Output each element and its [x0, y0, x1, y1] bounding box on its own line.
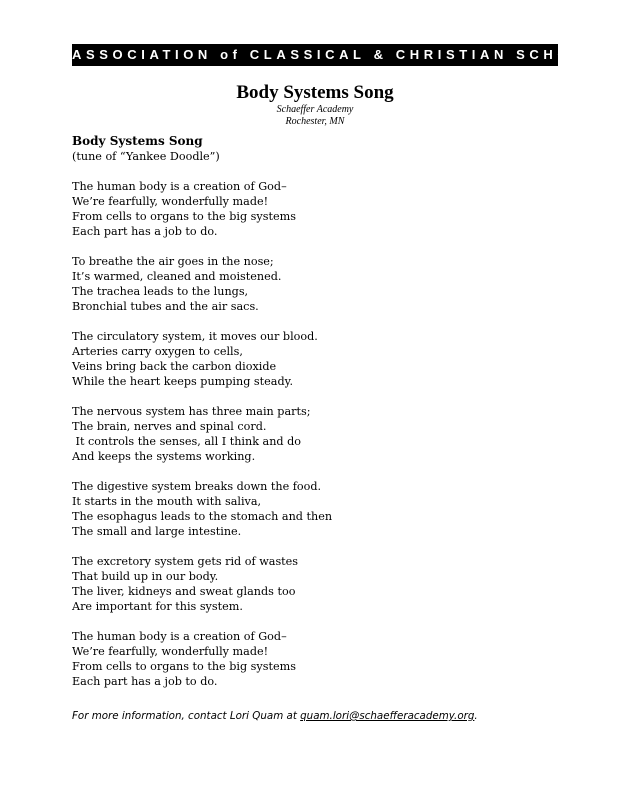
lyric-line: The digestive system breaks down the food. [72, 480, 322, 493]
lyric-line: The liver, kidneys and sweat glands too [72, 585, 296, 598]
stanza-5 [72, 479, 552, 539]
lyric-line: We’re fearfully, wonderfully made! [72, 195, 269, 208]
lyric-line: It controls the senses, all I think and do [72, 435, 302, 448]
lyric-line: And keeps the systems working. [72, 450, 256, 463]
stanza-1 [72, 179, 552, 239]
stanza-2 [72, 254, 552, 314]
contact-email-link[interactable]: quam.lori@schaefferacademy.org [300, 710, 475, 722]
lyric-line: Each part has a job to do. [72, 675, 218, 688]
lyric-line: Each part has a job to do. [72, 225, 218, 238]
lyric-line: It’s warmed, cleaned and moistened. [72, 270, 282, 283]
stanza-3 [72, 329, 552, 389]
stanza-7 [72, 629, 552, 689]
lyric-line: We’re fearfully, wonderfully made! [72, 645, 269, 658]
lyric-line: While the heart keeps pumping steady. [72, 375, 294, 388]
lyric-line: From cells to organs to the big systems [72, 210, 296, 223]
footer-suffix: . [474, 710, 478, 722]
stanza-4 [72, 404, 552, 464]
lyric-line: The human body is a creation of God– [72, 630, 287, 643]
lyric-line: The brain, nerves and spinal cord. [72, 420, 267, 433]
page-title: Body Systems Song [236, 82, 394, 103]
lyric-line: Arteries carry oxygen to cells, [72, 345, 243, 358]
lyric-line: Veins bring back the carbon dioxide [72, 360, 277, 373]
stanza-6 [72, 554, 552, 614]
lyric-line: Are important for this system. [72, 600, 243, 613]
footer-contact [72, 709, 552, 723]
song-body [72, 134, 552, 689]
lyric-line: The human body is a creation of God– [72, 180, 287, 193]
footer-text: For more information, contact Lori Quam at [72, 710, 301, 722]
school-location: Rochester, MN [285, 116, 345, 127]
lyric-line: The circulatory system, it moves our blood. [72, 330, 318, 343]
lyric-line: That build up in our body. [72, 570, 219, 583]
song-tune: (tune of “Yankee Doodle”) [72, 150, 220, 163]
school-name: Schaeffer Academy [276, 104, 354, 115]
lyric-line: The nervous system has three main parts; [72, 405, 311, 418]
song-title: Body Systems Song [72, 134, 203, 148]
lyric-line: The esophagus leads to the stomach and then [72, 510, 333, 523]
lyric-line: Bronchial tubes and the air sacs. [72, 300, 259, 313]
header-banner: ASSOCIATION of CLASSICAL & CHRISTIAN SCHOOLS [72, 44, 558, 66]
lyric-line: The excretory system gets rid of wastes [72, 555, 299, 568]
lyric-line: The small and large intestine. [72, 525, 242, 538]
lyric-line: The trachea leads to the lungs, [72, 285, 249, 298]
lyric-line: To breathe the air goes in the nose; [72, 255, 274, 268]
lyric-line: From cells to organs to the big systems [72, 660, 296, 673]
lyric-line: It starts in the mouth with saliva, [72, 495, 262, 508]
